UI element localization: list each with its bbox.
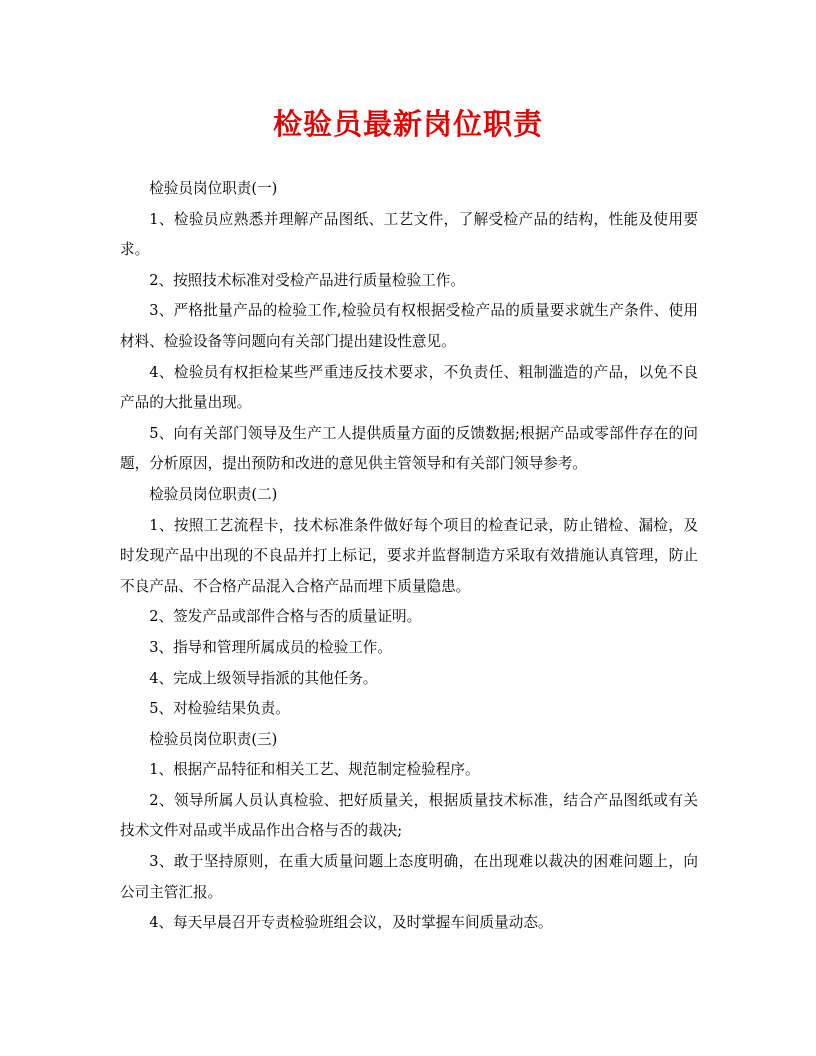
paragraph: 1、按照工艺流程卡，技术标准条件做好每个项目的检查记录，防止错检、漏检，及时发现产品中出现的不良品并打上标记，要求并监督制造方采取有效措施认真管理，防止不良产品、不合格产品混入合格产品而埋下质量隐患。	[120, 516, 698, 595]
section-heading-2: 检验员岗位职责(二)	[149, 485, 278, 503]
paragraph: 1、检验员应熟悉并理解产品图纸、工艺文件，了解受检产品的结构，性能及使用要求。	[120, 210, 698, 259]
paragraph: 4、检验员有权拒检某些严重违反技术要求，不负责任、粗制滥造的产品，以免不良产品的大批量出现。	[120, 363, 698, 412]
section-heading-1: 检验员岗位职责(一)	[149, 180, 278, 197]
paragraph: 3、指导和管理所属成员的检验工作。	[149, 638, 392, 656]
paragraph: 4、完成上级领导指派的其他任务。	[149, 669, 378, 687]
paragraph: 3、敢于坚持原则，在重大质量问题上态度明确，在出现难以裁决的困难问题上，向公司主管汇报。	[120, 853, 698, 901]
document-title: 检验员最新岗位职责	[272, 107, 543, 141]
paragraph: 2、签发产品或部件合格与否的质量证明。	[149, 608, 422, 626]
paragraph: 5、向有关部门领导及生产工人提供质量方面的反馈数据;根据产品或零部件存在的问题，分析原因，提出预防和改进的意见供主管领导和有关部门领导参考。	[120, 424, 698, 473]
paragraph: 2、领导所属人员认真检验、把好质量关，根据质量技术标准，结合产品图纸或有关技术文件对品或半成品作出合格与否的裁决;	[120, 791, 698, 840]
section-heading-3: 检验员岗位职责(三)	[149, 730, 278, 748]
paragraph: 1、根据产品特征和相关工艺、规范制定检验程序。	[149, 761, 480, 779]
paragraph: 3、严格批量产品的检验工作,检验员有权根据受检产品的质量要求就生产条件、使用材料、检验设备等问题向有关部门提出建设性意见。	[120, 302, 698, 350]
paragraph: 5、对检验结果负责。	[149, 700, 290, 718]
paragraph: 2、按照技术标准对受检产品进行质量检验工作。	[149, 271, 465, 289]
document-body	[120, 174, 698, 939]
paragraph: 4、每天早晨召开专责检验班组会议，及时掌握车间质量动态。	[149, 914, 553, 932]
